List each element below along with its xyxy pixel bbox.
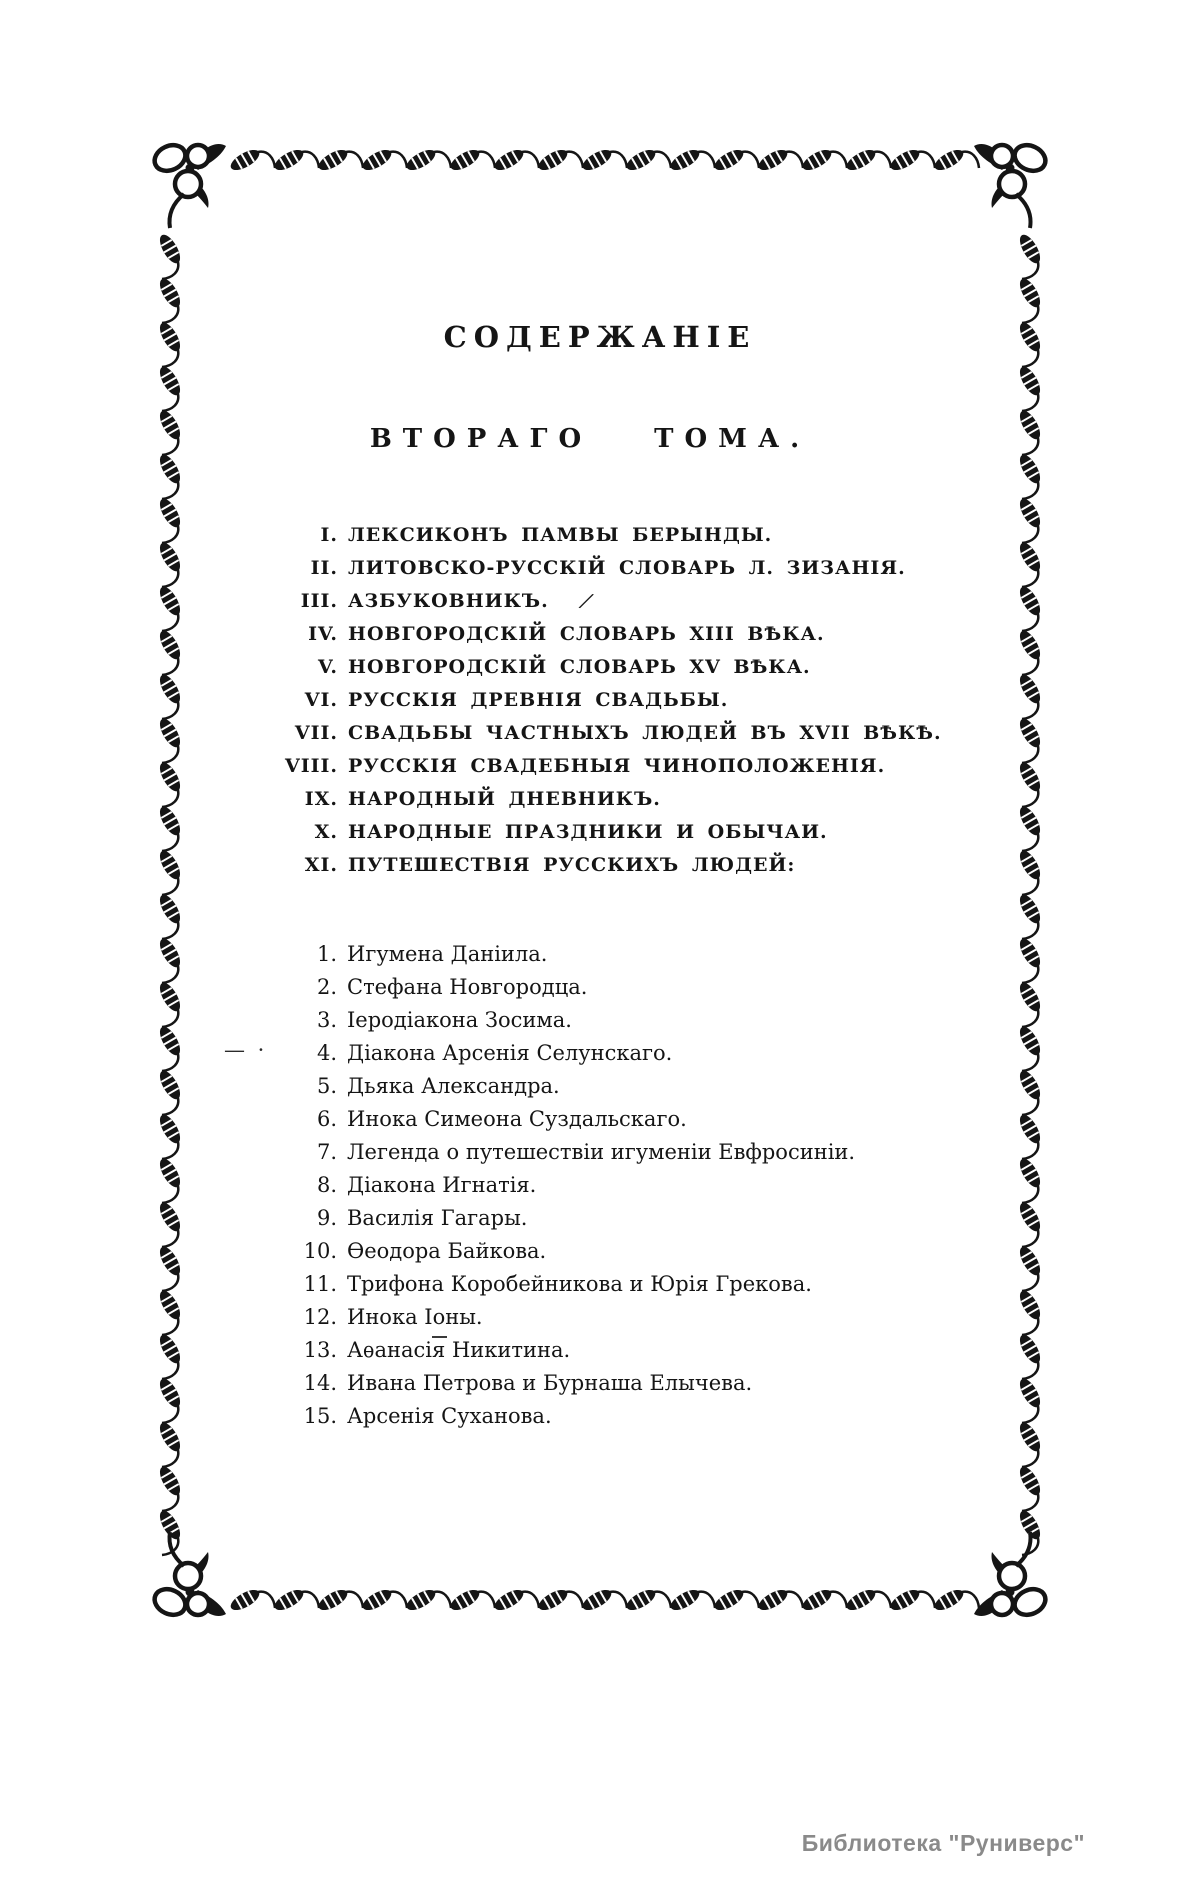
toc-entry-text: РУССКІЯ ДРЕВНІЯ СВАДЬБЫ. bbox=[348, 689, 729, 711]
toc-entry-text: Ѳеодора Байкова. bbox=[347, 1239, 547, 1263]
toc-entry-number: V. bbox=[317, 656, 338, 678]
toc-entry-text: ЛИТОВСКО-РУССКІЙ СЛОВАРЬ Л. ЗИЗАНІЯ. bbox=[348, 557, 906, 579]
toc-entry-text: Арсенія Суханова. bbox=[347, 1404, 552, 1428]
toc-sub-list bbox=[215, 938, 855, 1433]
toc-sub-entry bbox=[215, 1202, 855, 1235]
toc-entry bbox=[200, 519, 942, 552]
toc-sub-entry bbox=[215, 1136, 855, 1169]
toc-entry-text: АЗБУКОВНИКЪ. bbox=[348, 590, 549, 612]
toc-entry bbox=[200, 816, 942, 849]
toc-entry-number: VI. bbox=[304, 689, 338, 711]
toc-sub-entry bbox=[215, 1400, 855, 1433]
toc-sub-entry bbox=[215, 1169, 855, 1202]
toc-entry bbox=[200, 684, 942, 717]
toc-sub-entry bbox=[215, 1070, 855, 1103]
toc-entry bbox=[200, 783, 942, 816]
toc-entry-number: 10. bbox=[303, 1239, 337, 1263]
toc-entry-text: НАРОДНЫЕ ПРАЗДНИКИ И ОБЫЧАИ. bbox=[348, 821, 828, 843]
toc-entry-text: Іеродіакона Зосима. bbox=[347, 1008, 572, 1032]
toc-entry bbox=[200, 552, 942, 585]
toc-entry bbox=[200, 750, 942, 783]
toc-entry-number: 1. bbox=[316, 942, 337, 966]
toc-entry-text: Діакона Арсенія Селунскаго. bbox=[347, 1041, 673, 1065]
ribbon-bottom bbox=[228, 1586, 979, 1614]
toc-sub-entry bbox=[215, 971, 855, 1004]
toc-entry-text: Ивана Петрова и Бурнаша Елычева. bbox=[347, 1371, 753, 1395]
toc-main-list bbox=[200, 519, 942, 882]
ribbon-bow-icon bbox=[150, 140, 226, 228]
toc-entry-number: 2. bbox=[316, 975, 337, 999]
ribbon-top bbox=[228, 146, 979, 174]
toc-entry-number: 9. bbox=[316, 1206, 337, 1230]
toc-sub-entry bbox=[215, 1301, 855, 1334]
toc-sub-entry bbox=[215, 1268, 855, 1301]
toc-sub-entry bbox=[215, 1004, 855, 1037]
page-subtitle: ВТОРАГО ТОМА. bbox=[369, 424, 811, 454]
toc-entry-number: VIII. bbox=[284, 755, 338, 777]
toc-entry-number: XI. bbox=[304, 854, 338, 876]
toc-entry-number: 4. bbox=[316, 1041, 337, 1065]
toc-entry bbox=[200, 585, 942, 618]
toc-entry-text: ПУТЕШЕСТВІЯ РУССКИХЪ ЛЮДЕЙ: bbox=[348, 854, 796, 876]
toc-entry-number: 8. bbox=[316, 1173, 337, 1197]
toc-entry bbox=[200, 618, 942, 651]
toc-entry-number: 5. bbox=[316, 1074, 337, 1098]
toc-entry-number: IX. bbox=[304, 788, 338, 810]
toc-entry-text: НАРОДНЫЙ ДНЕВНИКЪ. bbox=[348, 788, 661, 810]
toc-entry-number: 12. bbox=[303, 1305, 337, 1329]
ink-smudge-mark: ⁄ bbox=[581, 589, 591, 616]
toc-entry-number: X. bbox=[314, 821, 338, 843]
toc-entry-number: 13. bbox=[303, 1338, 337, 1362]
pencil-margin-mark: — · bbox=[224, 1038, 268, 1062]
toc-entry-text: Легенда о путешествіи игуменіи Евфросиніи. bbox=[347, 1140, 856, 1164]
toc-entry-number: IV. bbox=[308, 623, 338, 645]
toc-entry-number: I. bbox=[320, 524, 338, 546]
toc-entry-text: РУССКІЯ СВАДЕБНЫЯ ЧИНОПОЛОЖЕНІЯ. bbox=[348, 755, 886, 777]
toc-entry-text: Трифона Коробейникова и Юрія Грекова. bbox=[347, 1272, 812, 1296]
toc-entry-number: III. bbox=[300, 590, 338, 612]
toc-entry-text: НОВГОРОДСКІЙ СЛОВАРЬ XIII ВѢКА. bbox=[348, 623, 825, 645]
toc-entry-text: Дьяка Александра. bbox=[347, 1074, 560, 1098]
toc-sub-entry bbox=[215, 938, 855, 971]
toc-sub-entry bbox=[215, 1367, 855, 1400]
ribbon-bow-icon bbox=[150, 1532, 226, 1620]
toc-entry bbox=[200, 717, 942, 750]
ribbon-bow-icon bbox=[974, 1532, 1050, 1620]
page-title: СОДЕРЖАНІЕ bbox=[443, 320, 757, 354]
toc-entry-text: НОВГОРОДСКІЙ СЛОВАРЬ XV ВѢКА. bbox=[348, 656, 811, 678]
toc-entry-number: 11. bbox=[303, 1272, 337, 1296]
toc-entry-number: 3. bbox=[316, 1008, 337, 1032]
toc-sub-entry bbox=[215, 1334, 855, 1367]
toc-entry-text: Инока Іоны. bbox=[347, 1305, 483, 1329]
toc-entry-text: Василія Гагары. bbox=[347, 1206, 528, 1230]
toc-sub-entry bbox=[215, 1103, 855, 1136]
toc-entry bbox=[200, 849, 942, 882]
toc-entry-text: Инока Симеона Суздальскаго. bbox=[347, 1107, 687, 1131]
toc-entry-number: 6. bbox=[316, 1107, 337, 1131]
toc-entry-text: Стефана Новгородца. bbox=[347, 975, 588, 999]
toc-entry-text: Аѳанасія Никитина. bbox=[347, 1338, 571, 1362]
toc-entry-text: Игумена Даніила. bbox=[347, 942, 548, 966]
toc-entry-number: VII. bbox=[294, 722, 338, 744]
ribbon-bow-icon bbox=[974, 140, 1050, 228]
library-watermark: Библиотека "Руниверс" bbox=[801, 1830, 1085, 1856]
toc-sub-entry bbox=[215, 1235, 855, 1268]
toc-entry-number: 15. bbox=[303, 1404, 337, 1428]
toc-entry-number: 14. bbox=[303, 1371, 337, 1395]
toc-entry-number: II. bbox=[310, 557, 338, 579]
toc-entry-text: ЛЕКСИКОНЪ ПАМВЫ БЕРЫНДЫ. bbox=[348, 524, 773, 546]
toc-entry bbox=[200, 651, 942, 684]
toc-entry-number: 7. bbox=[316, 1140, 337, 1164]
toc-entry-text: Діакона Игнатія. bbox=[347, 1173, 537, 1197]
toc-entry-text: СВАДЬБЫ ЧАСТНЫХЪ ЛЮДЕЙ ВЪ XVII ВѢКѢ. bbox=[348, 722, 942, 744]
toc-sub-entry bbox=[215, 1037, 855, 1070]
